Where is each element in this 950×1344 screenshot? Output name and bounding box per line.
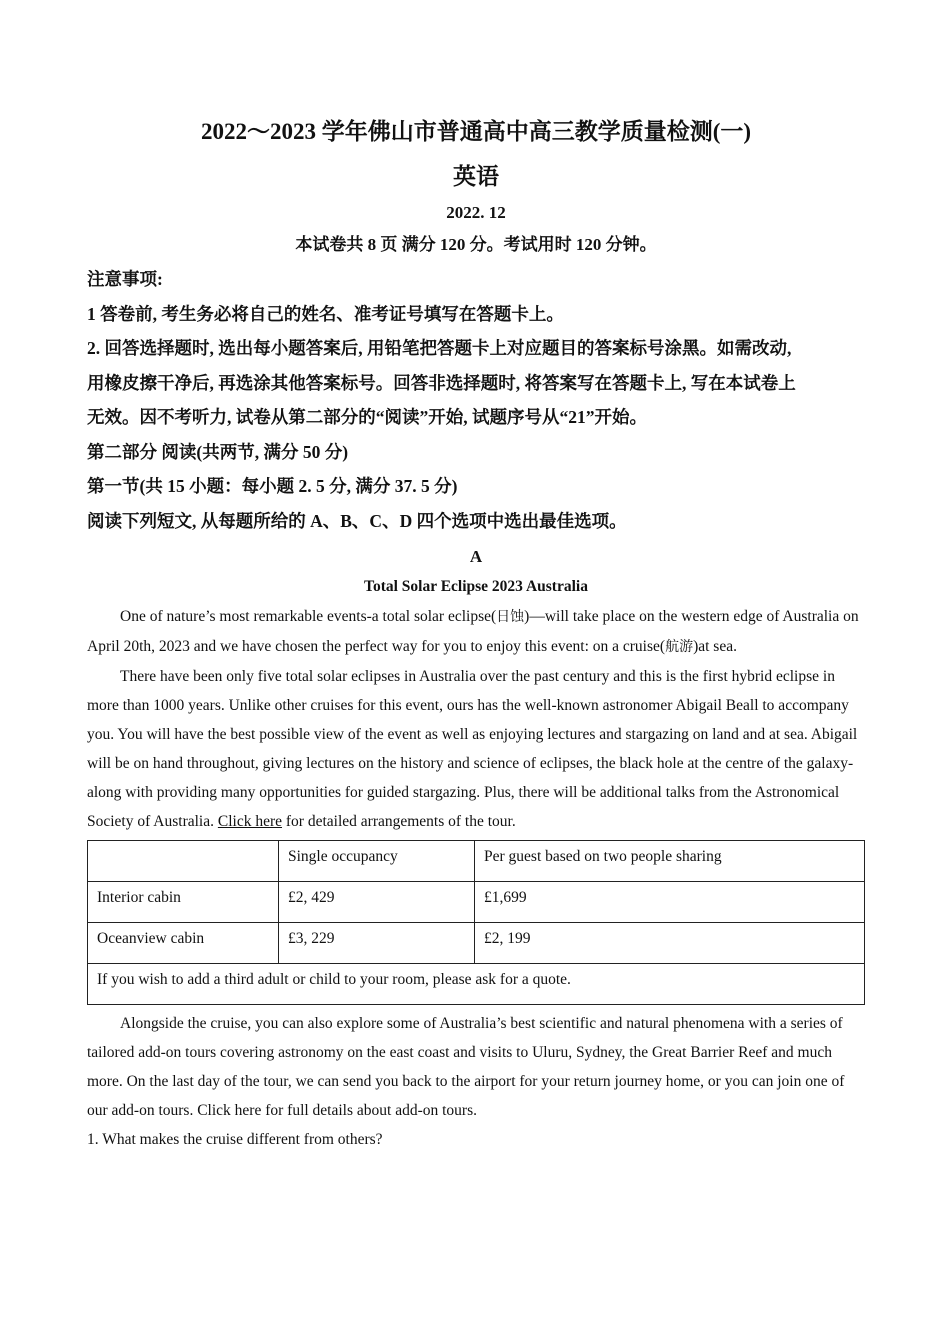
paragraph-3: Alongside the cruise, you can also explore some of Australia’s best scientific and natural phenomena with a series of tailored add-on tours covering astronomy on the east coast and visits to Uluru, Sydney, the Great Barrier Reef and much more. On the last day of the tour, we can send you back to the airport for your return journey home, or you can join one of our add-on tours. Click here for full details about add-on tours. — [87, 1015, 845, 1119]
exam-title: 2022～2023 学年佛山市普通高中高三教学质量检测(一) — [200, 119, 752, 144]
instruction-text: 阅读下列短文, 从每题所给的 A、B、C、D 四个选项中选出最佳选项。 — [87, 510, 627, 531]
shared-price-cell: £1,699 — [475, 882, 865, 923]
passage-title: Total Solar Eclipse 2023 Australia — [364, 578, 588, 595]
eclipse-gloss: 日蚀 — [496, 609, 525, 625]
paragraph-1 — [87, 602, 865, 662]
price-table — [87, 840, 865, 1005]
header-cell-empty — [88, 841, 279, 882]
single-price-cell: £3, 229 — [279, 923, 475, 964]
table-row — [88, 882, 865, 923]
note-item-1: 1 答卷前, 考生务必将自己的姓名、准考证号填写在答题卡上。 — [87, 303, 564, 324]
question-1: 1. What makes the cruise different from others? — [87, 1131, 383, 1148]
exam-info: 本试卷共 8 页 满分 120 分。考试用时 120 分钟。 — [295, 235, 657, 254]
section-heading: 第一节(共 15 小题：每小题 2. 5 分, 满分 37. 5 分) — [87, 476, 458, 496]
paragraph-1-part-c: )at sea. — [693, 638, 737, 655]
paragraph-2-part-a: There have been only five total solar eclipses in Australia over the past century and this is the first hybrid eclipse in more than 1000 years. Unlike other cruises for this event, ours has the well-known astronomer Abigail Beall to accompany you. You will have the best possible view of the event as well as enjoying lectures and stargazing on land and at sea. Abigail will be on hand throughout, giving lectures on the history and science of eclipses, the black hole at the centre of the galaxy-along with providing many opportunities for guided stargazing. Plus, there will be additional talks from the Astronomical Society of Australia. — [87, 668, 858, 830]
paragraph-2 — [87, 662, 865, 836]
exam-date: 2022. 12 — [446, 203, 506, 222]
table-header-row — [88, 841, 865, 882]
header-cell-single: Single occupancy — [279, 841, 475, 882]
table-footnote-row — [88, 964, 865, 1005]
cabin-cell: Interior cabin — [88, 882, 279, 923]
shared-price-cell: £2, 199 — [475, 923, 865, 964]
header-cell-shared: Per guest based on two people sharing — [475, 841, 865, 882]
note-item-2-line-1: 2. 回答选择题时, 选出每小题答案后, 用铅笔把答题卡上对应题目的答案标号涂黑。如需改动, — [87, 338, 792, 358]
table-row — [88, 923, 865, 964]
paragraph-1-part-a: One of nature’s most remarkable events-a total solar eclipse( — [120, 608, 497, 625]
cabin-cell: Oceanview cabin — [88, 923, 279, 964]
passage-label: A — [469, 547, 483, 566]
table-footnote: If you wish to add a third adult or child to your room, please ask for a quote. — [88, 964, 865, 1005]
part-heading: 第二部分 阅读(共两节, 满分 50 分) — [87, 441, 349, 462]
note-item-2-line-2: 用橡皮擦干净后, 再选涂其他答案标号。回答非选择题时, 将答案写在答题卡上, 写在本试卷上 — [87, 372, 796, 393]
subject-title: 英语 — [453, 164, 499, 189]
paragraph-1-part-b: )—will take place on the western edge of Australia on April 20th, 2023 and we have chosen the perfect way for you to enjoy this event: on a cruise( — [87, 608, 859, 655]
detailed-arrangements-link[interactable]: Click here — [217, 813, 283, 830]
note-item-2-line-3: 无效。因不考听力, 试卷从第二部分的“阅读”开始, 试题序号从“21”开始。 — [87, 407, 647, 427]
paragraph-2-part-b: for detailed arrangements of the tour. — [282, 813, 516, 830]
notes-section — [87, 262, 865, 538]
exam-page — [87, 114, 865, 1154]
notes-heading: 注意事项: — [87, 269, 163, 289]
single-price-cell: £2, 429 — [279, 882, 475, 923]
cruise-gloss: 航游 — [665, 639, 694, 655]
